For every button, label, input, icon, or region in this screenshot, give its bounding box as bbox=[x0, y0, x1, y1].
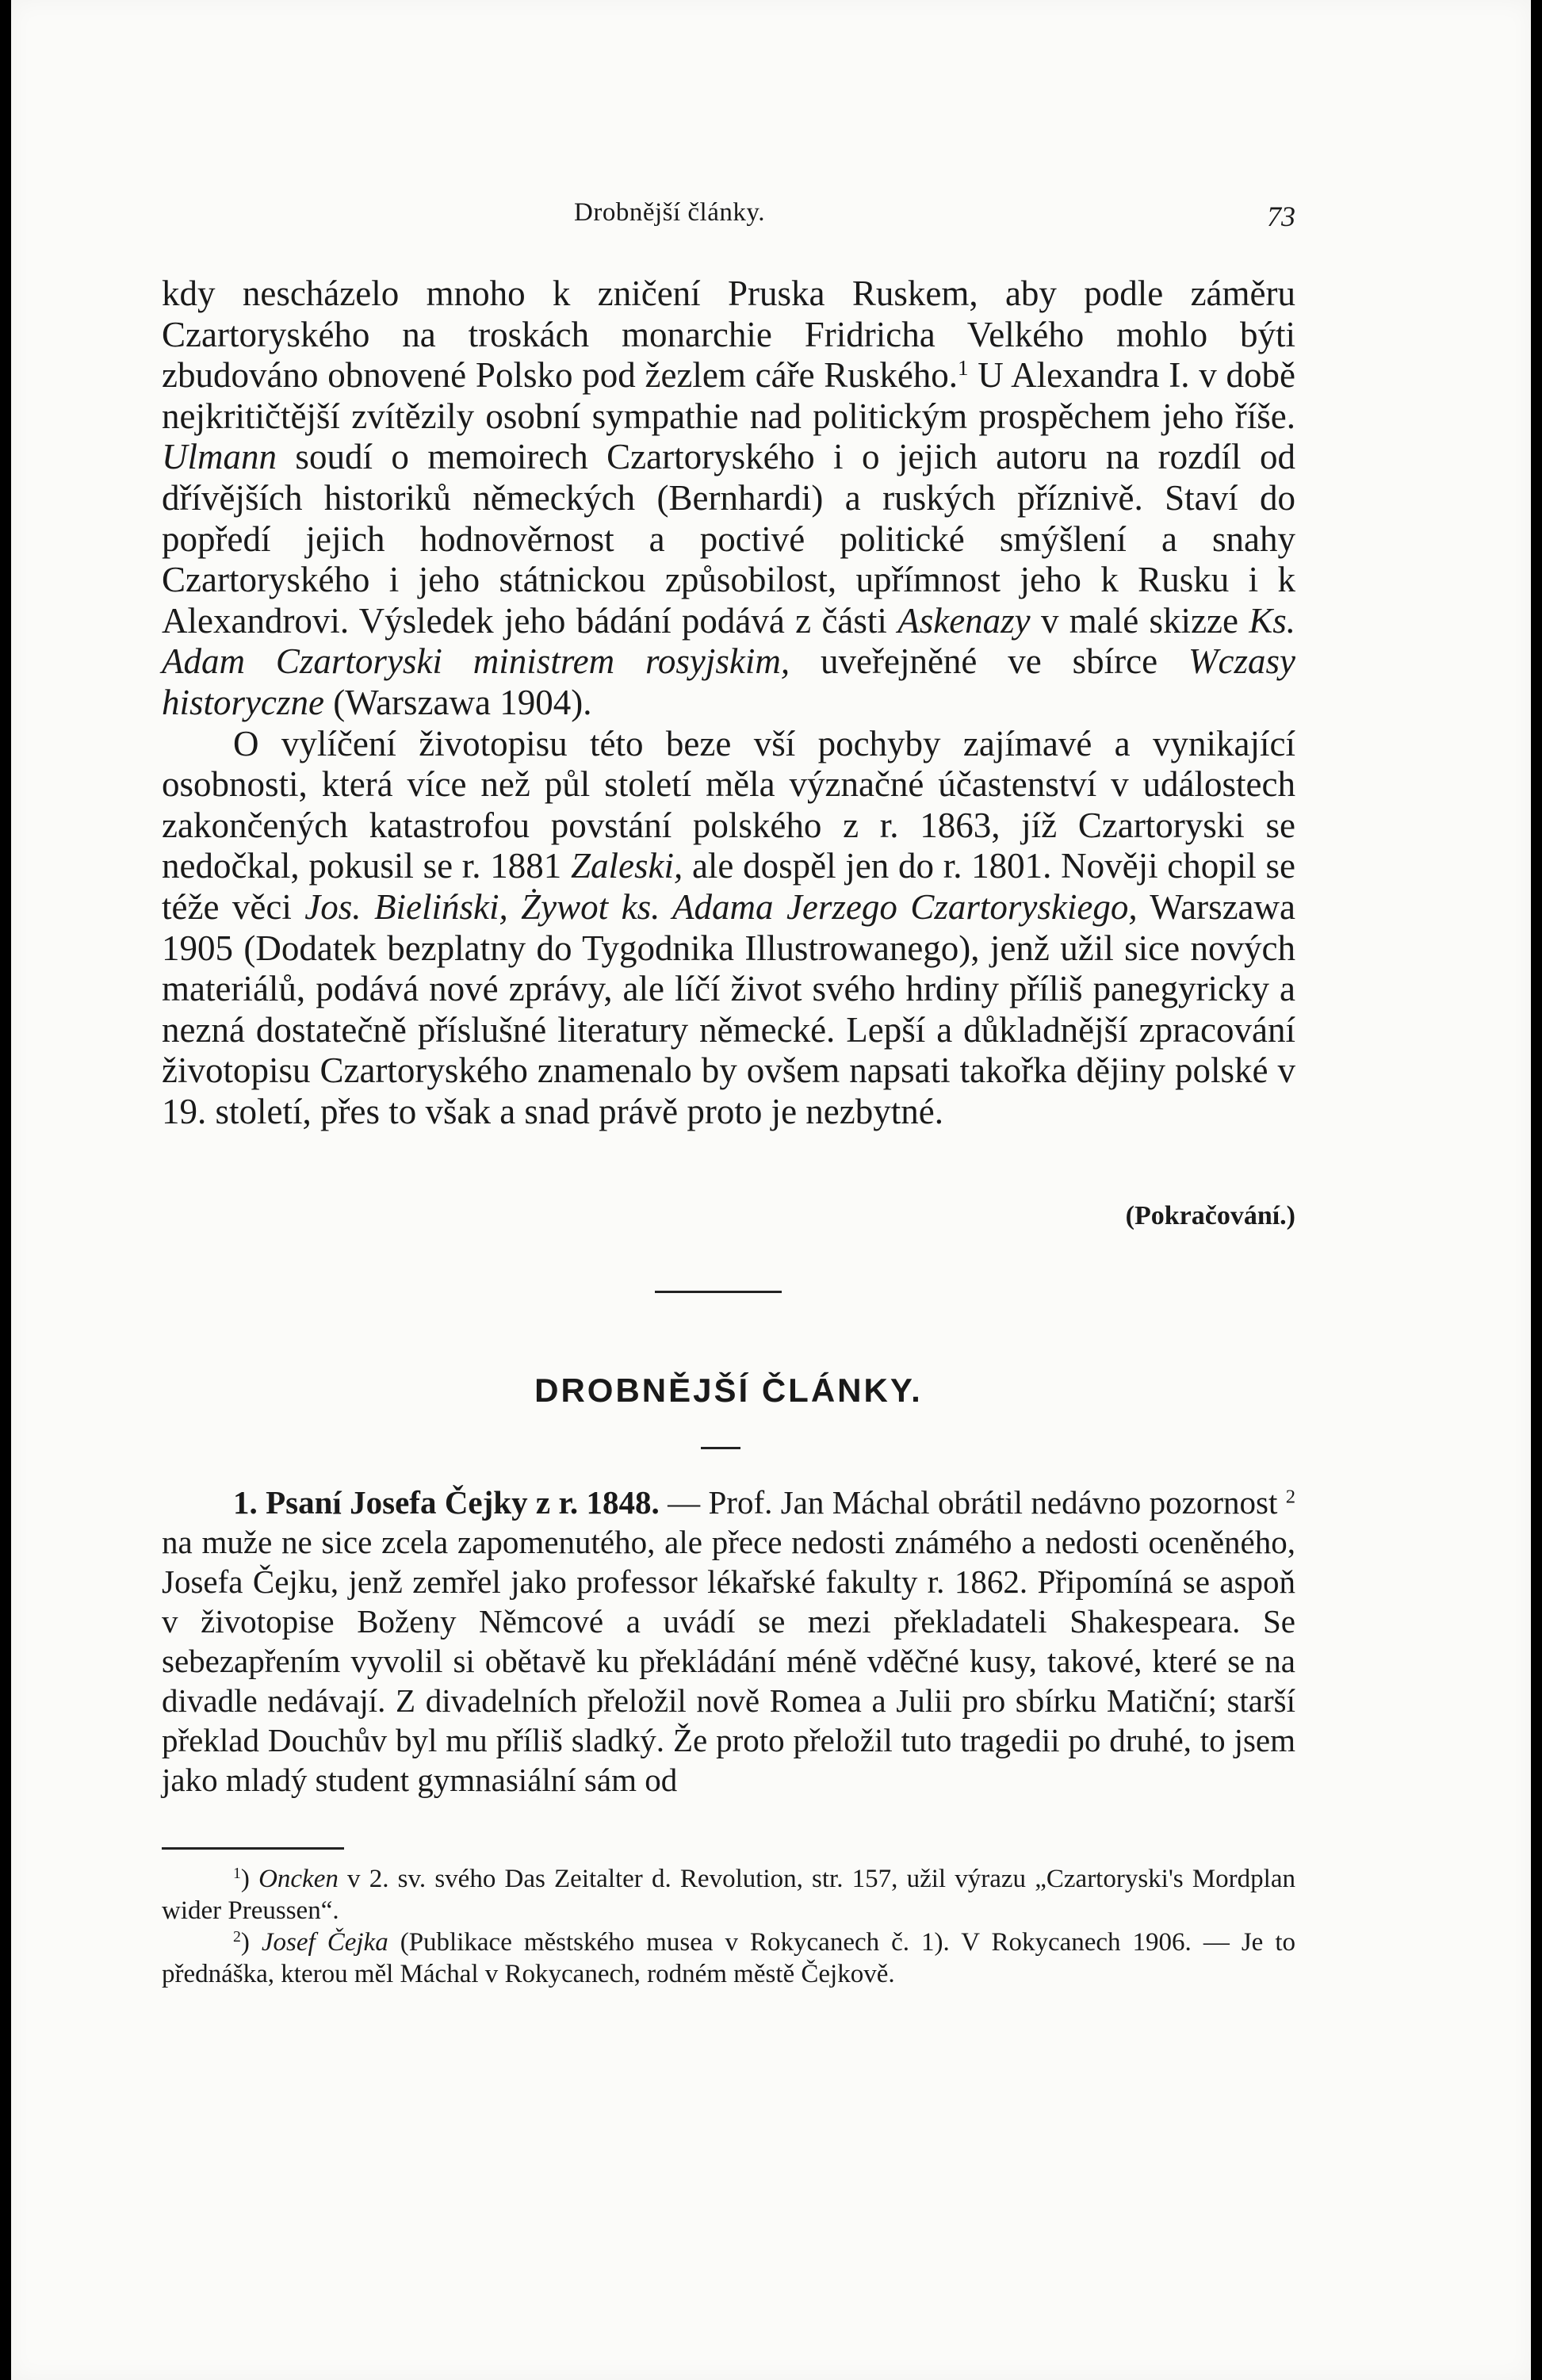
work-title-bielinski: Jos. Bieliński, Żywot ks. Adama Jerzego Czartoryskiego, bbox=[304, 886, 1138, 927]
paragraph-2: O vylíčení životopisu této beze vší pochyby zajímavé a vynikající osobnosti, která více než půl století měla význačné účastenství v událostech zakončených katastrofou povstání polského z r. 1863, jíž Czartoryski se nedočkal, pokusil se r. 1881 Zaleski, ale dospěl jen do r. 1801. Nověji chopil se téže věci Jos. Bieliński, Żywot ks. Adama Jerzego Czartoryskiego, Warszawa 1905 (Dodatek bezplatny do Tygodnika Illustrowanego), jenž užil sice nových materiálů, podává nové zprávy, ale líčí život svého hrdiny příliš panegyricky a nezná dostatečně příslušné literatury německé. Lepší a důkladnější zpracování životopisu Czartoryského znamenalo by ovšem napsati takořka dějiny polské v 19. století, přes to však a snad právě proto je nezbytné. bbox=[162, 723, 1295, 1131]
work-title-ks-adam: Ks. Adam Czartoryski ministrem rosyjskim, bbox=[162, 600, 1296, 682]
article-text bbox=[162, 1483, 1295, 1800]
page-number: 73 bbox=[1267, 201, 1295, 232]
author-askenazy: Askenazy bbox=[897, 600, 1031, 641]
heading-underline bbox=[701, 1447, 740, 1449]
footnotes bbox=[162, 1863, 1295, 1990]
divider-rule bbox=[655, 1291, 782, 1293]
running-title: Drobnější články. bbox=[574, 198, 765, 227]
author-zaleski: Zaleski, bbox=[570, 846, 683, 886]
book-page bbox=[11, 0, 1531, 2380]
footnote-separator bbox=[162, 1847, 344, 1850]
footnote-2: $^2$) Josef Čejka (Publikace městského musea v Rokycanech č. 1). V Rokycanech 1906. — Je to přednáška, kterou měl Máchal v Rokycanech, rodném městě Čejkově. bbox=[162, 1928, 1295, 1988]
continuation-note: (Pokračování.) bbox=[1125, 1201, 1295, 1230]
paragraph-1: kdy nescházelo mnoho k zničení Pruska Ruskem, aby podle záměru Czartoryského na troskách monarchie Fridricha Velkého mohlo býti zbudováno obnovené Polsko pod žezlem cáře Ruského.$^1$ U Alexandra I. v době nejkritičtější zvítězily osobní sympathie nad politickým prospěchem jeho říše. Ulmann soudí o memoirech Czartoryského i o jejich autoru na rozdíl od dřívějších historiků německých (Bernhardi) a ruských příznivě. Staví do popředí jejich hodnověrnost a poctivé politické smýšlení a snahy Czartoryského i jeho státnickou způsobilost, upřímnost jeho k Rusku i k Alexandrovi. Výsledek jeho bádání podává z části Askenazy v malé skizze Ks. Adam Czartoryski ministrem rosyjskim, uveřejněné ve sbírce Wczasy historyczne (Warszawa 1904). bbox=[162, 274, 1296, 722]
footnote-ref-1: 1 bbox=[958, 356, 969, 381]
footnote-ref-2: 2 bbox=[1285, 1486, 1295, 1508]
article-paragraph: 1. Psaní Josefa Čejky z r. 1848. — Prof. Jan Máchal obrátil nedávno pozornost $^2$ na muže ne sice zcela zapomenutého, ale přece nedosti známého a nedosti oceněného, Josefa Čejku, jenž zemřel jako professor lékařské fakulty r. 1862. Připomíná se aspoň v životopise Boženy Němcové a uvádí se mezi překladateli Shakespeara. Se sebezapřením vyvolil si obětavě ku překládání méně vděčné kusy, takové, které se na divadle nedávají. Z divadelních přeložil nově Romea a Julii pro sbírku Matiční; starší překlad Douchův byl mu příliš sladký. Že proto přeložil tuto tragedii po druhé, to jsem jako mladý student gymnasiální sám od bbox=[162, 1484, 1295, 1798]
footnote-1: $^1$) Oncken v 2. sv. svého Das Zeitalter d. Revolution, str. 157, užil výrazu „Czartoryski's Mordplan wider Preussen“. bbox=[162, 1865, 1295, 1925]
author-ulmann: Ulmann bbox=[162, 437, 277, 477]
article-heading: 1. Psaní Josefa Čejky z r. 1848. bbox=[233, 1484, 660, 1521]
section-heading: DROBNĚJŠÍ ČLÁNKY. bbox=[534, 1372, 923, 1409]
work-title-wczasy: Wczasy historyczne bbox=[162, 641, 1295, 722]
main-text bbox=[162, 274, 1295, 1132]
running-header bbox=[162, 198, 1295, 246]
